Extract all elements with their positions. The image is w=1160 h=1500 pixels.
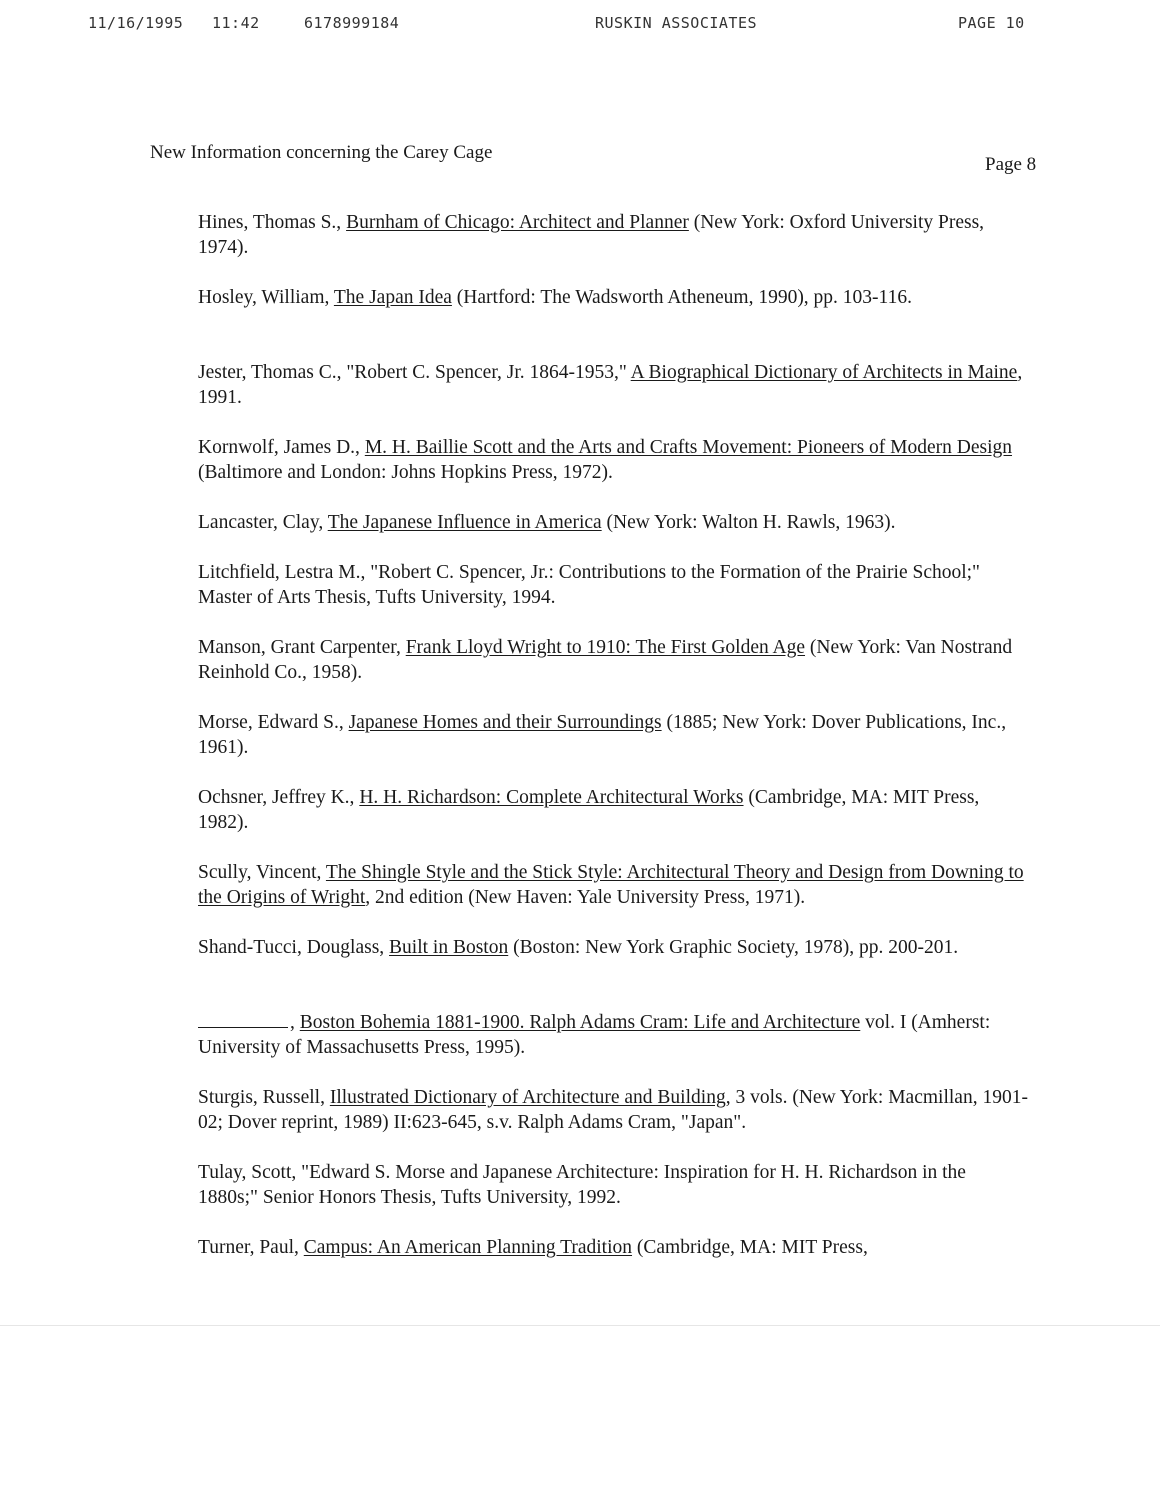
bibliography-entry: Morse, Edward S., Japanese Homes and their Surroundings (1885; New York: Dover Publications, Inc., 1961). <box>198 712 1007 758</box>
scan-edge-line <box>0 1325 1160 1326</box>
fax-date: 11/16/1995 <box>88 14 184 32</box>
bibliography-entry: Scully, Vincent, The Shingle Style and the Stick Style: Architectural Theory and Design from Downing to the Origins of Wright, 2nd edition (New Haven: Yale University Press, 1971). <box>198 862 1024 908</box>
ditto-rule <box>198 1027 288 1028</box>
bibliography-entry: Litchfield, Lestra M., "Robert C. Spencer, Jr.: Contributions to the Formation of the Prairie School;" Master of Arts Thesis, Tufts University, 1994. <box>198 562 981 608</box>
bibliography-entry: Kornwolf, James D., M. H. Baillie Scott and the Arts and Crafts Movement: Pioneers of Modern Design (Baltimore and London: Johns Hopkins Press, 1972). <box>198 437 1013 483</box>
bibliography-entry: Shand-Tucci, Douglass, Built in Boston (Boston: New York Graphic Society, 1978), pp. 200-201. <box>198 937 959 958</box>
bibliography-entry: , Boston Bohemia 1881-1900. Ralph Adams Cram: Life and Architecture vol. I (Amherst: University of Massachusetts Press, 1995). <box>198 1012 991 1058</box>
bibliography-entry: Lancaster, Clay, The Japanese Influence in America (New York: Walton H. Rawls, 1963). <box>198 512 896 533</box>
bibliography-entry: Hosley, William, The Japan Idea (Hartford: The Wadsworth Atheneum, 1990), pp. 103-116. <box>198 287 912 308</box>
bibliography-entry: Ochsner, Jeffrey K., H. H. Richardson: Complete Architectural Works (Cambridge, MA: MIT Press, 1982). <box>198 787 980 833</box>
document-title: New Information concerning the Carey Cage <box>150 142 493 163</box>
bibliography-list <box>198 210 1028 1285</box>
fax-header <box>0 14 1160 36</box>
bibliography-entry: Jester, Thomas C., "Robert C. Spencer, Jr. 1864-1953," A Biographical Dictionary of Architects in Maine, 1991. <box>198 362 1023 408</box>
document-page-number: Page 8 <box>985 154 1037 175</box>
fax-phone: 6178999184 <box>304 14 400 32</box>
bibliography-entry: Turner, Paul, Campus: An American Planning Tradition (Cambridge, MA: MIT Press, <box>198 1237 868 1258</box>
fax-sender: RUSKIN ASSOCIATES <box>595 14 758 32</box>
bibliography-entry: Manson, Grant Carpenter, Frank Lloyd Wright to 1910: The First Golden Age (New York: Van Nostrand Reinhold Co., 1958). <box>198 637 1013 683</box>
bibliography-entry: Sturgis, Russell, Illustrated Dictionary of Architecture and Building, 3 vols. (New York: Macmillan, 1901-02; Dover reprint, 1989) II:623-645, s.v. Ralph Adams Cram, "Japan". <box>198 1087 1028 1133</box>
bibliography-entry: Tulay, Scott, "Edward S. Morse and Japanese Architecture: Inspiration for H. H. Richardson in the 1880s;" Senior Honors Thesis, Tufts University, 1992. <box>198 1162 966 1208</box>
fax-page-number: PAGE 10 <box>958 14 1025 32</box>
fax-time: 11:42 <box>212 14 260 32</box>
bibliography-entry: Hines, Thomas S., Burnham of Chicago: Architect and Planner (New York: Oxford University Press, 1974). <box>198 212 985 258</box>
